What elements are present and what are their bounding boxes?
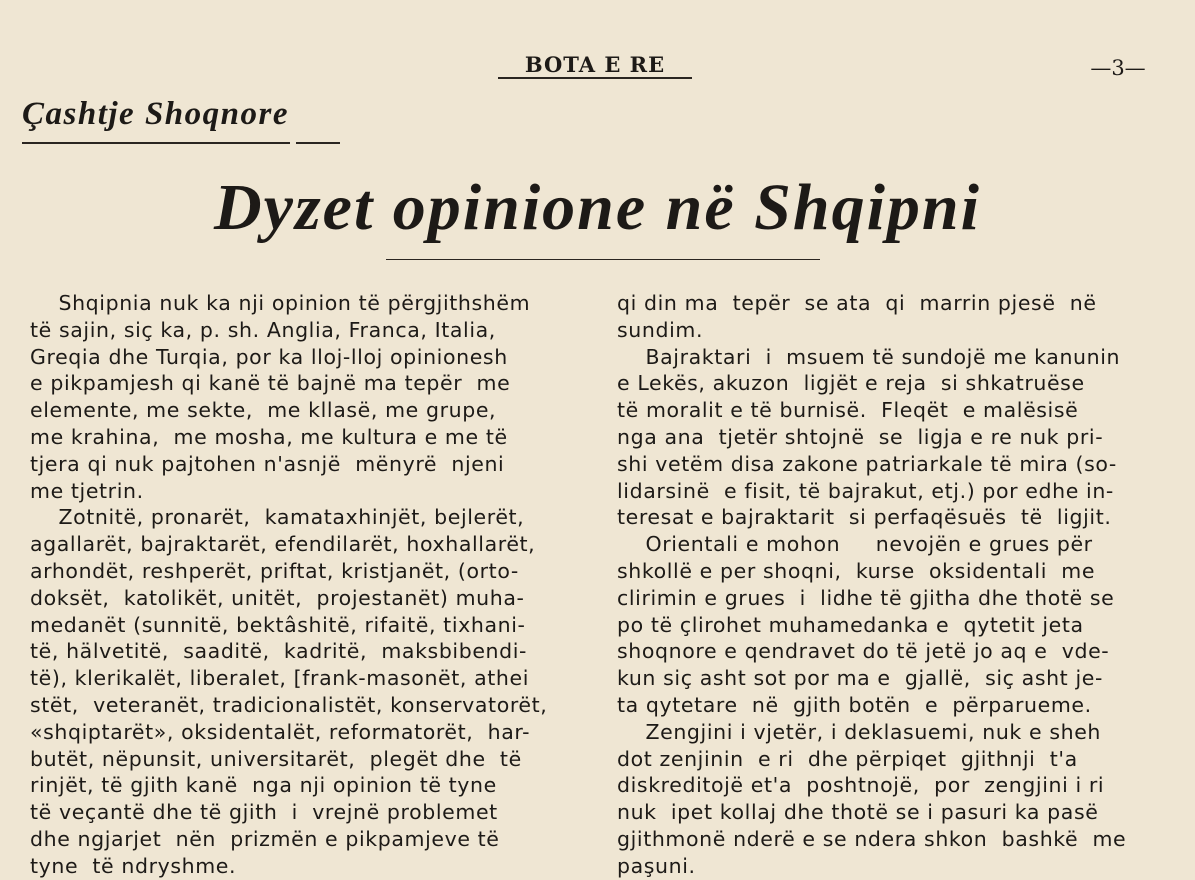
- text-line: shkollë e per shoqni, kurse oksidentali me: [617, 558, 1096, 583]
- text-line: me tjetrin.: [30, 478, 144, 503]
- text-line: «shqiptarët», oksidentalët, reformatorët, har-: [30, 719, 531, 744]
- text-line: Greqia dhe Turqia, por ka lloj-lloj opinionesh: [30, 344, 508, 369]
- text-line: agallarët, bajraktarët, efendilarët, hoxhallarët,: [30, 532, 536, 557]
- text-line: elemente, me sekte, me kllasë, me grupe,: [30, 398, 497, 423]
- text-line: të moralit e të burnisë. Fleqët e malësisë: [617, 398, 1079, 423]
- text-line: të veçantë dhe të gjith i vrejnë problemet: [30, 800, 498, 825]
- text-line: kun siç asht sot por ma e gjallë, siç asht je-: [617, 666, 1103, 691]
- text-line: Orientali e mohon nevojën e grues për: [617, 532, 1093, 557]
- left-column: [30, 290, 572, 880]
- text-line: qi din ma tepër se ata qi marrin pjesë në: [617, 291, 1097, 315]
- text-line: të sajin, siç ka, p. sh. Anglia, Franca, Italia,: [30, 317, 496, 342]
- text-line: nuk ipet kollaj dhe thotë se i pasuri ka pasë: [617, 800, 1099, 825]
- text-line: doksët, katolikët, unitët, projestanët) muha-: [30, 585, 525, 610]
- section-label: Çashtje Shoqnore: [22, 96, 289, 132]
- text-line: lidarsinë e fisit, të bajrakut, etj.) por edhe in-: [617, 478, 1114, 503]
- text-line: ta qytetare në gjith botën e përparueme.: [617, 692, 1092, 717]
- text-line: sundim.: [617, 317, 704, 342]
- text-line: tyne të ndryshme.: [30, 853, 237, 878]
- text-line: e pikpamjesh qi kanë të bajnë ma tepër me: [30, 371, 511, 396]
- text-line: Bajraktari i msuem të sundojë me kanunin: [617, 344, 1121, 369]
- article-title: Dyzet opinione në Shqipni: [214, 171, 981, 244]
- text-line: e Lekës, akuzon ligjët e reja si shkatruëse: [617, 371, 1085, 396]
- text-line: dot zenjinin e ri dhe përpiqet gjithnji t'a: [617, 746, 1078, 771]
- text-line: nga ana tjetër shtojnë se ligja e re nuk pri-: [617, 424, 1104, 449]
- text-line: paşuni.: [617, 853, 696, 878]
- text-line: medanët (sunnitë, bektâshitë, rifaitë, tixhani-: [30, 612, 526, 637]
- text-line: shoqnore e qendravet do të jetë jo aq e vde-: [617, 639, 1110, 664]
- text-line: teresat e bajraktarit si perfaqësuës të ligjit.: [617, 505, 1112, 530]
- text-line: butët, nëpunsit, universitarët, plegët dhe të: [30, 746, 522, 771]
- right-column: [617, 290, 1165, 880]
- text-line: clirimin e grues i lidhe të gjitha dhe thotë se: [617, 585, 1115, 610]
- text-line: dhe ngjarjet nën prizmën e pikpamjeve të: [30, 826, 500, 851]
- text-line: gjithmonë nderë e se ndera shkon bashkë me: [617, 826, 1127, 851]
- text-line: Zengjini i vjetër, i deklasuemi, nuk e sheh: [617, 719, 1102, 744]
- paper-name: BOTA E RE: [498, 53, 692, 79]
- text-line: shi vetëm disa zakone patriarkale të mira (so-: [617, 451, 1117, 476]
- text-line: tjera qi nuk pajtohen n'asnjë mënyrë njeni: [30, 451, 505, 476]
- text-line: të, hälvetitë, saaditë, kadritë, maksbibendi-: [30, 639, 528, 664]
- text-line: diskreditojë et'a poshtnojë, por zengjini i ri: [617, 773, 1105, 798]
- section-underline-short: [296, 142, 340, 144]
- page-number: —3—: [1090, 56, 1146, 80]
- text-line: stët, veteranët, tradicionalistët, konservatorët,: [30, 692, 548, 717]
- text-line: të), klerikalët, liberalet, [frank-masonët, athei: [30, 666, 530, 691]
- text-line: Zotnitë, pronarët, kamataxhinjët, bejlerët,: [30, 505, 525, 530]
- section-underline: [22, 142, 290, 144]
- text-line: Shqipnia nuk ka nji opinion të përgjithshëm: [30, 291, 531, 315]
- text-line: rinjët, të gjith kanë nga nji opinion të tyne: [30, 773, 497, 798]
- title-rule: [386, 259, 820, 260]
- masthead: [0, 50, 1195, 90]
- text-line: arhondët, reshperët, priftat, kristjanët, (orto-: [30, 558, 519, 583]
- text-line: po të çlirohet muhamedanka e qytetit jeta: [617, 612, 1084, 637]
- text-line: me krahina, me mosha, me kultura e me të: [30, 424, 508, 449]
